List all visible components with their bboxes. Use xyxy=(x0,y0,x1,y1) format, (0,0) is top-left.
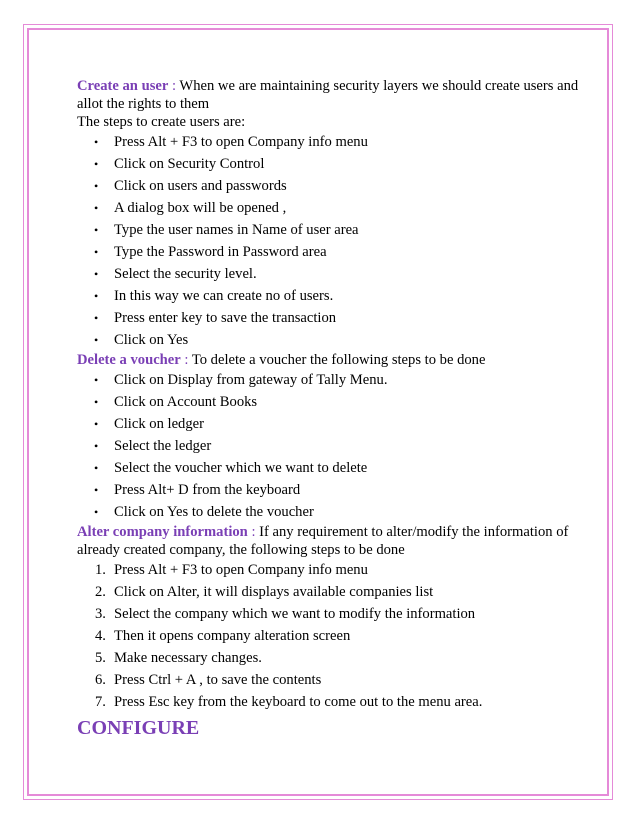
step-number: 1. xyxy=(95,562,106,578)
list-item-text: Select the security level. xyxy=(114,266,257,282)
list-item xyxy=(77,625,585,647)
alter-company-steps-list xyxy=(77,559,585,713)
configure-heading: CONFIGURE xyxy=(77,717,200,739)
bullet-icon: • xyxy=(94,439,99,453)
list-item xyxy=(77,435,585,457)
delete-voucher-heading: Delete a voucher xyxy=(77,352,181,368)
list-item-text: Press Alt+ D from the keyboard xyxy=(114,482,301,498)
bullet-icon: • xyxy=(94,289,99,303)
list-item-text: Click on Account Books xyxy=(114,394,258,410)
list-item-text: Then it opens company alteration screen xyxy=(114,628,351,644)
list-item xyxy=(77,285,585,307)
list-item-text: Click on Yes to delete the voucher xyxy=(114,504,314,520)
create-user-paragraph xyxy=(77,77,585,113)
list-item-text: Type the user names in Name of user area xyxy=(114,222,359,238)
bullet-icon: • xyxy=(94,461,99,475)
list-item-text: Click on Display from gateway of Tally Menu. xyxy=(114,372,388,388)
list-item xyxy=(77,501,585,523)
list-item xyxy=(77,241,585,263)
list-item-text: A dialog box will be opened , xyxy=(114,200,287,216)
list-item xyxy=(77,307,585,329)
list-item-text: Type the Password in Password area xyxy=(114,244,327,260)
alter-company-paragraph xyxy=(77,523,585,559)
bullet-icon: • xyxy=(94,223,99,237)
bullet-icon: • xyxy=(94,333,99,347)
bullet-icon: • xyxy=(94,505,99,519)
list-item xyxy=(77,131,585,153)
list-item xyxy=(77,329,585,351)
list-item-text: Press enter key to save the transaction xyxy=(114,310,337,326)
bullet-icon: • xyxy=(94,135,99,149)
create-user-steps-intro: The steps to create users are: xyxy=(77,114,246,130)
bullet-icon: • xyxy=(94,267,99,281)
list-item xyxy=(77,479,585,501)
step-number: 5. xyxy=(95,650,106,666)
list-item-text: Press Alt + F3 to open Company info menu xyxy=(114,134,368,150)
create-user-intro: When we are maintaining security layers we should create users and allot the rights to them xyxy=(77,78,579,112)
list-item-text: In this way we can create no of users. xyxy=(114,288,334,304)
list-item xyxy=(77,559,585,581)
delete-voucher-paragraph xyxy=(77,351,585,369)
step-number: 2. xyxy=(95,584,106,600)
bullet-icon: • xyxy=(94,395,99,409)
list-item-text: Click on Yes xyxy=(114,332,189,348)
list-item-text: Select the voucher which we want to delete xyxy=(114,460,368,476)
list-item-text: Press Ctrl + A , to save the contents xyxy=(114,672,322,688)
bullet-icon: • xyxy=(94,417,99,431)
list-item xyxy=(77,263,585,285)
alter-company-intro: If any requirement to alter/modify the information of already created company, the following steps to be done xyxy=(77,524,569,558)
step-number: 3. xyxy=(95,606,106,622)
list-item-text: Make necessary changes. xyxy=(114,650,262,666)
bullet-icon: • xyxy=(94,179,99,193)
alter-company-heading: Alter company information xyxy=(77,524,248,540)
list-item-text: Click on Security Control xyxy=(114,156,265,172)
bullet-icon: • xyxy=(94,201,99,215)
step-number: 4. xyxy=(95,628,106,644)
list-item xyxy=(77,691,585,713)
list-item xyxy=(77,369,585,391)
list-item xyxy=(77,457,585,479)
list-item xyxy=(77,669,585,691)
bullet-icon: • xyxy=(94,245,99,259)
list-item xyxy=(77,413,585,435)
alter-company-separator: : xyxy=(247,524,260,540)
bullet-icon: • xyxy=(94,157,99,171)
list-item-text: Select the company which we want to modify the information xyxy=(114,606,476,622)
list-item-text: Click on users and passwords xyxy=(114,178,287,194)
delete-voucher-steps-list xyxy=(77,369,585,523)
bullet-icon: • xyxy=(94,483,99,497)
delete-voucher-separator: : xyxy=(180,352,192,368)
step-number: 7. xyxy=(95,694,106,710)
bullet-icon: • xyxy=(94,373,99,387)
list-item xyxy=(77,153,585,175)
create-user-separator: : xyxy=(168,78,180,94)
list-item-text: Click on Alter, it will displays available companies list xyxy=(114,584,434,600)
list-item xyxy=(77,197,585,219)
list-item xyxy=(77,391,585,413)
step-number: 6. xyxy=(95,672,106,688)
delete-voucher-intro: To delete a voucher the following steps to be done xyxy=(191,352,486,368)
list-item-text: Press Alt + F3 to open Company info menu xyxy=(114,562,368,578)
create-user-steps-list xyxy=(77,131,585,351)
list-item xyxy=(77,647,585,669)
list-item-text: Select the ledger xyxy=(114,438,212,454)
list-item-text: Click on ledger xyxy=(114,416,204,432)
list-item-text: Press Esc key from the keyboard to come out to the menu area. xyxy=(114,694,483,710)
list-item xyxy=(77,175,585,197)
create-user-heading: Create an user xyxy=(77,78,169,94)
list-item xyxy=(77,581,585,603)
bullet-icon: • xyxy=(94,311,99,325)
list-item xyxy=(77,219,585,241)
document-content xyxy=(77,77,585,741)
list-item xyxy=(77,603,585,625)
